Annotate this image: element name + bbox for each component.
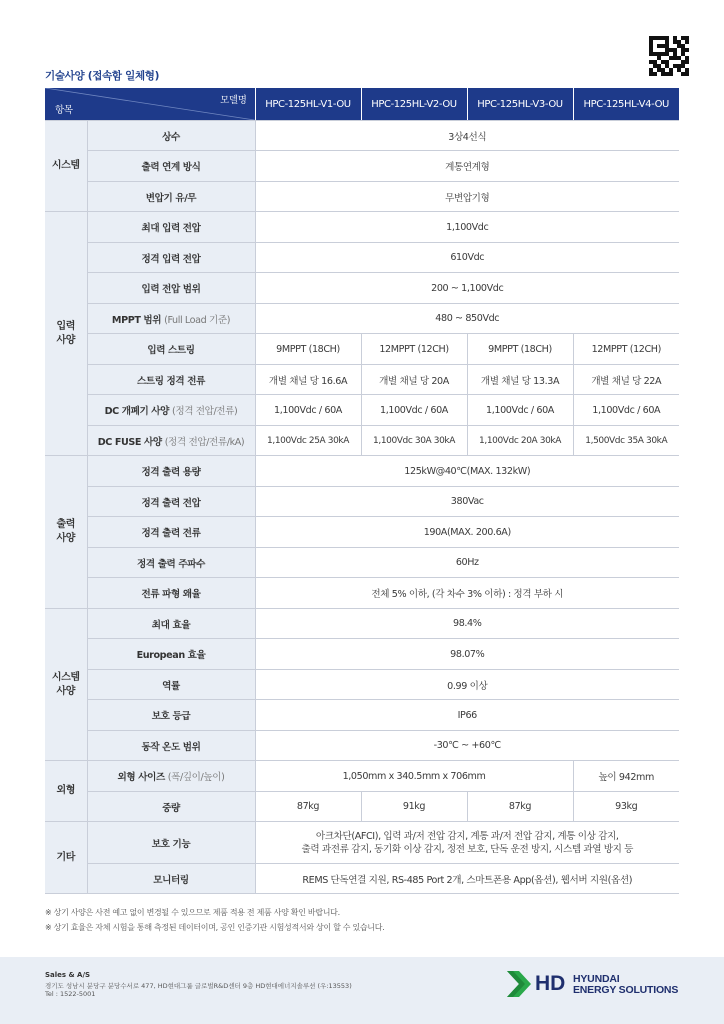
- category-exterior: 외형: [45, 761, 87, 822]
- value-max-input-voltage: 1,100Vdc: [255, 212, 679, 243]
- table-row: [45, 548, 679, 578]
- spec-table: [45, 88, 679, 894]
- value-input-string-v4: 12MPPT (12CH): [573, 334, 679, 365]
- table-row: [45, 517, 679, 548]
- label-rated-voltage: 정격 출력 전압: [87, 487, 255, 517]
- label-rated-input-voltage: 정격 입력 전압: [87, 243, 255, 273]
- table-row: [45, 487, 679, 517]
- value-rated-input-voltage: 610Vdc: [255, 243, 679, 273]
- footnote: ※ 상기 사양은 사전 예고 없이 변경될 수 있으므로 제품 적용 전 제품 사양 확인 바랍니다.: [45, 908, 340, 917]
- table-header-row: [45, 88, 679, 121]
- label-max-efficiency: 최대 효율: [87, 609, 255, 639]
- category-output: 출력 사양: [45, 456, 87, 609]
- label-input-string: 입력 스트링: [87, 334, 255, 365]
- value-string-current-v3: 개별 채널 당 13.3A: [467, 365, 573, 395]
- label-european-efficiency: European 효율: [87, 639, 255, 670]
- label-dc-fuse: [87, 426, 255, 456]
- label-ip-rating: 보호 등급: [87, 700, 255, 731]
- value-weight-v3: 87kg: [467, 792, 573, 822]
- value-dc-fuse-v3: 1,100Vdc 20A 30kA: [467, 426, 573, 456]
- value-weight-v4: 93kg: [573, 792, 679, 822]
- value-power-factor: 0.99 이상: [255, 670, 679, 700]
- value-dimensions: 1,050mm x 340.5mm x 706mm: [255, 761, 573, 792]
- table-row: [45, 243, 679, 273]
- value-max-efficiency: 98.4%: [255, 609, 679, 639]
- value-input-string-v1: 9MPPT (18CH): [255, 334, 361, 365]
- table-row: [45, 639, 679, 670]
- value-protection-line2: 출력 과전류 감지, 동기화 이상 감지, 정전 보호, 단독 운전 방지, 시스템 과열 방지 등: [301, 843, 633, 855]
- table-row: [45, 365, 679, 395]
- table-row: [45, 212, 679, 243]
- value-dc-fuse-v4: 1,500Vdc 35A 30kA: [573, 426, 679, 456]
- value-mppt-range: 480 ~ 850Vdc: [255, 304, 679, 334]
- table-row: [45, 334, 679, 365]
- value-thd: 전체 5% 이하, (각 차수 3% 이하) : 정격 부하 시: [255, 578, 679, 609]
- label-dc-fuse-text: DC FUSE 사양: [97, 436, 162, 448]
- table-row: [45, 456, 679, 487]
- table-row: [45, 182, 679, 212]
- label-dc-switch-text: DC 개폐기 사양: [104, 406, 170, 417]
- value-dc-switch-v1: 1,100Vdc / 60A: [255, 395, 361, 426]
- page-title: 기술사양 (접속함 일체형): [45, 70, 160, 82]
- value-ip-rating: IP66: [255, 700, 679, 731]
- table-row: [45, 578, 679, 609]
- label-phase: 상수: [87, 121, 255, 151]
- label-mppt-range-text: MPPT 범위: [111, 314, 162, 326]
- label-input-voltage-range: 입력 전압 범위: [87, 273, 255, 304]
- label-grid-link: 출력 연계 방식: [87, 151, 255, 182]
- table-row: [45, 822, 679, 864]
- label-operating-temp: 동작 온도 범위: [87, 731, 255, 761]
- table-row: [45, 731, 679, 761]
- label-rated-current: 정격 출력 전류: [87, 517, 255, 548]
- label-max-input-voltage: 최대 입력 전압: [87, 212, 255, 243]
- value-transformer: 무변압기형: [255, 182, 679, 212]
- value-operating-temp: -30℃ ~ +60℃: [255, 731, 679, 761]
- value-input-voltage-range: 200 ~ 1,100Vdc: [255, 273, 679, 304]
- value-string-current-v1: 개별 채널 당 16.6A: [255, 365, 361, 395]
- label-weight: 중량: [87, 792, 255, 822]
- footnotes: [45, 905, 384, 935]
- logo-name-line2: ENERGY SOLUTIONS: [573, 984, 679, 996]
- label-monitoring: 모니터링: [87, 864, 255, 894]
- value-rated-current: 190A(MAX. 200.6A): [255, 517, 679, 548]
- label-string-current: 스트링 정격 전류: [87, 365, 255, 395]
- header-corner-cell: [45, 88, 255, 121]
- table-row: [45, 304, 679, 334]
- value-european-efficiency: 98.07%: [255, 639, 679, 670]
- category-system-spec: 시스템 사양: [45, 609, 87, 761]
- logo-hd-text: HD: [535, 972, 566, 995]
- label-dimensions-text: 외형 사이즈: [117, 772, 165, 783]
- model-header-v3: HPC-125HL-V3-OU: [467, 88, 573, 121]
- label-rated-frequency: 정격 출력 주파수: [87, 548, 255, 578]
- value-dc-fuse-v2: 1,100Vdc 30A 30kA: [361, 426, 467, 456]
- label-dc-switch: [87, 395, 255, 426]
- footer-tel: Tel : 1522-5001: [45, 990, 96, 998]
- table-row: [45, 864, 679, 894]
- label-dc-fuse-note: (정격 전압/전류/kA): [164, 436, 245, 448]
- value-string-current-v2: 개별 채널 당 20A: [361, 365, 467, 395]
- footnote: ※ 상기 효율은 자체 시험을 통해 측정된 데이터이며, 공인 인증기관 시험성적서와 상이 할 수 있습니다.: [45, 923, 385, 932]
- model-header-v1: HPC-125HL-V1-OU: [255, 88, 361, 121]
- value-protection: [255, 822, 679, 864]
- label-dc-switch-note: (정격 전압/전류): [172, 406, 238, 417]
- table-row: [45, 426, 679, 456]
- table-row: [45, 761, 679, 792]
- footer: [0, 957, 724, 1024]
- value-string-current-v4: 개별 채널 당 22A: [573, 365, 679, 395]
- table-row: [45, 121, 679, 151]
- value-grid-link: 계통연계형: [255, 151, 679, 182]
- category-etc: 기타: [45, 822, 87, 894]
- label-power-factor: 역률: [87, 670, 255, 700]
- table-row: [45, 151, 679, 182]
- label-mppt-range: [87, 304, 255, 334]
- category-system: 시스템: [45, 121, 87, 212]
- label-transformer: 변압기 유/무: [87, 182, 255, 212]
- value-dc-switch-v4: 1,100Vdc / 60A: [573, 395, 679, 426]
- label-rated-power: 정격 출력 용량: [87, 456, 255, 487]
- value-rated-power: 125kW@40℃(MAX. 132kW): [255, 456, 679, 487]
- value-dc-switch-v3: 1,100Vdc / 60A: [467, 395, 573, 426]
- table-row: [45, 395, 679, 426]
- category-input: 입력 사양: [45, 212, 87, 456]
- logo-arrow-icon: [505, 969, 533, 999]
- value-dc-fuse-v1: 1,100Vdc 25A 30kA: [255, 426, 361, 456]
- model-header-v4: HPC-125HL-V4-OU: [573, 88, 679, 121]
- logo-name-line1: HYUNDAI: [573, 973, 620, 985]
- label-mppt-range-note: (Full Load 기준): [164, 314, 231, 326]
- value-rated-voltage: 380Vac: [255, 487, 679, 517]
- label-dimensions: [87, 761, 255, 792]
- label-thd: 전류 파형 왜율: [87, 578, 255, 609]
- value-dc-switch-v2: 1,100Vdc / 60A: [361, 395, 467, 426]
- label-dimensions-note: (폭/깊이/높이): [167, 772, 225, 783]
- table-row: [45, 700, 679, 731]
- table-row: [45, 670, 679, 700]
- qr-code: [649, 36, 689, 76]
- value-weight-v2: 91kg: [361, 792, 467, 822]
- company-logo: [505, 969, 685, 999]
- table-row: [45, 609, 679, 639]
- value-dimensions-v4: 높이 942mm: [573, 761, 679, 792]
- value-rated-frequency: 60Hz: [255, 548, 679, 578]
- value-phase: 3상4선식: [255, 121, 679, 151]
- label-protection: 보호 기능: [87, 822, 255, 864]
- footer-address: 경기도 성남시 분당구 분당수서로 477, HD현대그룹 글로벌R&D센터 9층 HD현대에너지솔루션 (우:13553): [45, 982, 352, 990]
- value-input-string-v2: 12MPPT (12CH): [361, 334, 467, 365]
- table-row: [45, 792, 679, 822]
- value-input-string-v3: 9MPPT (18CH): [467, 334, 573, 365]
- value-protection-line1: 아크차단(AFCI), 입력 과/저 전압 감지, 계통 과/저 전압 감지, 계통 이상 감지,: [315, 830, 619, 842]
- header-item-label: 항목: [55, 105, 73, 116]
- table-row: [45, 273, 679, 304]
- value-weight-v1: 87kg: [255, 792, 361, 822]
- footer-title: Sales & A/S: [45, 971, 91, 979]
- value-monitoring: REMS 단독연결 지원, RS-485 Port 2개, 스마트폰용 App(옵션), 웹서버 지원(옵션): [255, 864, 679, 894]
- header-model-label: 모델명: [220, 95, 247, 106]
- model-header-v2: HPC-125HL-V2-OU: [361, 88, 467, 121]
